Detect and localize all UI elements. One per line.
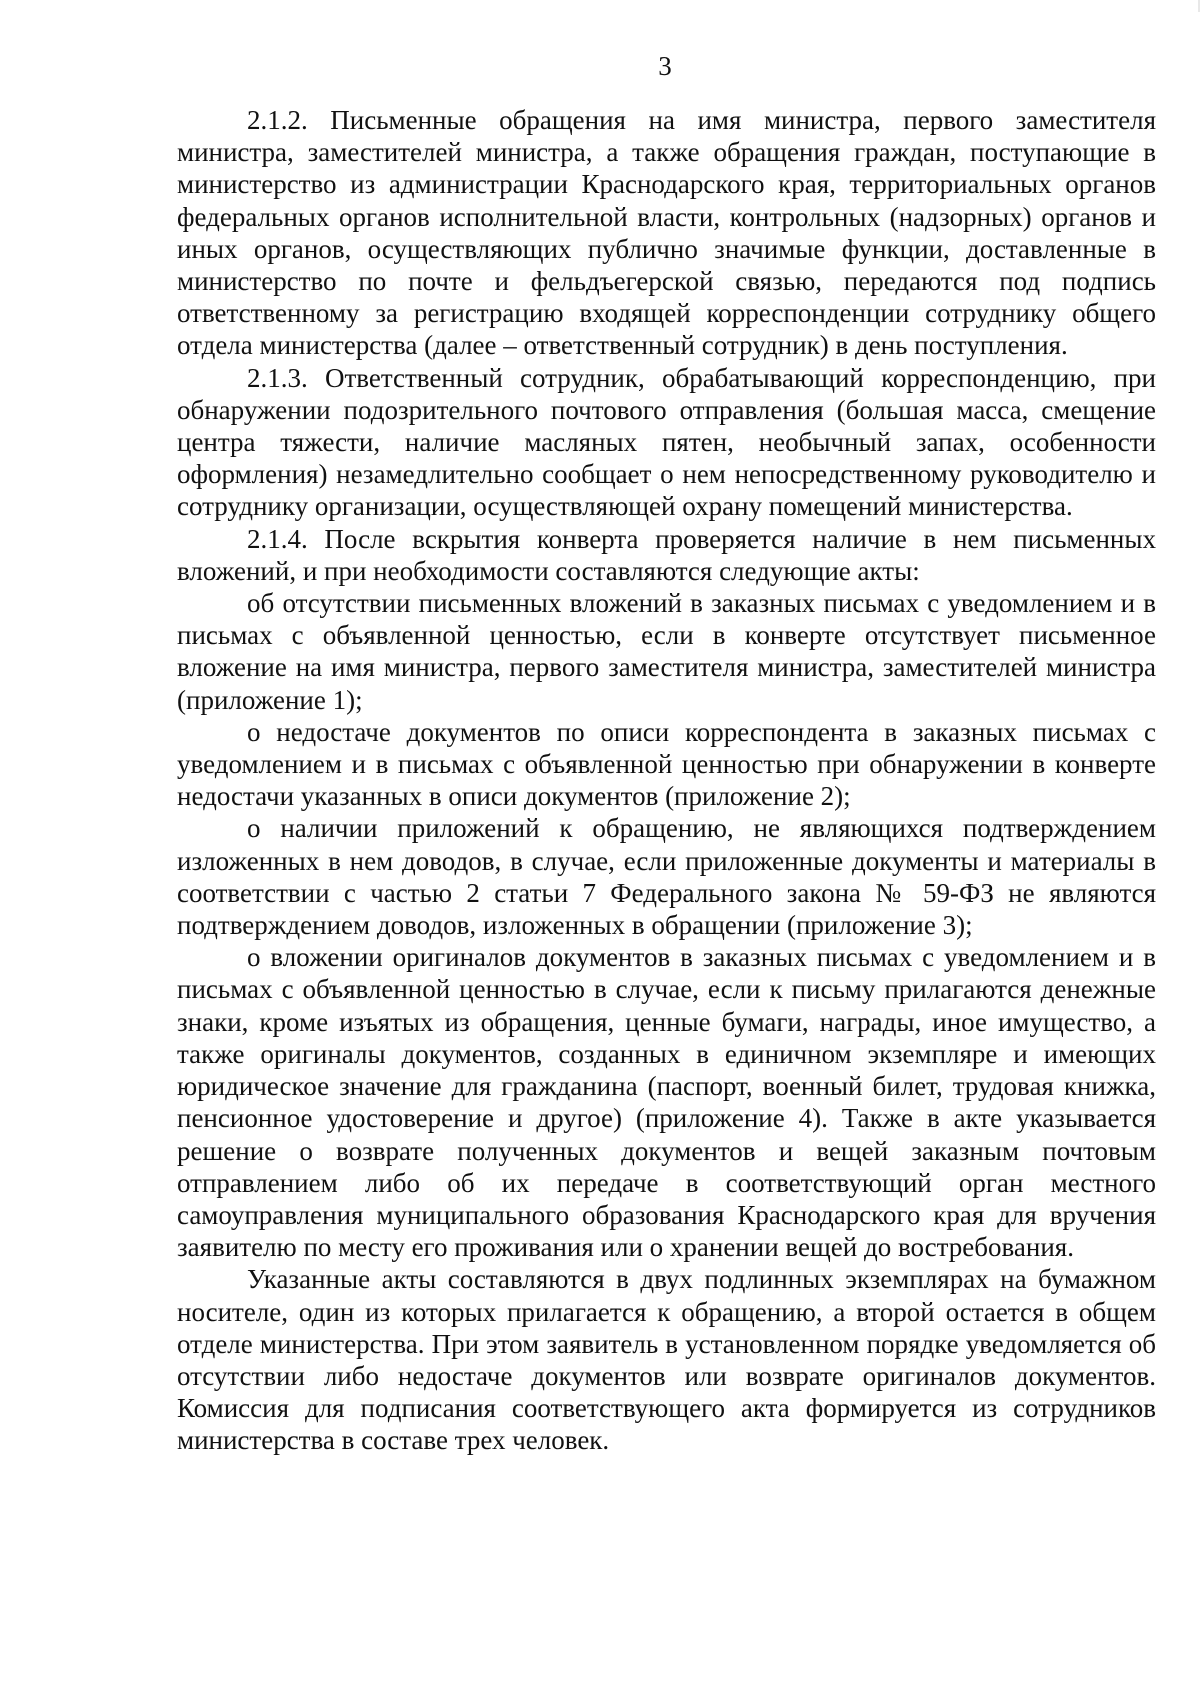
- page-number: 3: [658, 51, 672, 81]
- act-shortage-of-documents: о недостаче документов по описи корреспондента в заказных письмах с уведомлением и в письмах с объявленной ценностью при обнаружении в конверте недостачи указанных в описи документов (приложение 2);: [177, 716, 1156, 812]
- paragraph-2-1-2: 2.1.2. Письменные обращения на имя министра, первого заместителя министра, заместителей министра, а также обращения граждан, поступающие в министерство из администрации Краснодарского края, территориальных органов федеральных органов исполнительной власти, контрольных (надзорных) органов и иных органов, осуществляющих публично значимые функции, доставленные в министерство по почте и фельдъегерской связью, передаются под подпись ответственному за регистрацию входящей корреспонденции сотруднику общего отдела министерства (далее – ответственный сотрудник) в день поступления.: [177, 105, 1156, 361]
- act-absence-of-enclosures: об отсутствии письменных вложений в заказных письмах с уведомлением и в письмах с объявленной ценностью, если в конверте отсутствует письменное вложение на имя министра, первого заместителя министра, заместителей министра (приложение 1);: [177, 588, 1156, 715]
- paragraph-2-1-3: 2.1.3. Ответственный сотрудник, обрабатывающий корреспонденцию, при обнаружении подозрительного почтового отправления (большая масса, смещение центра тяжести, наличие масляных пятен, необычный запах, особенности оформления) незамедлительно сообщает о нем непосредственному руководителю и сотруднику организации, осуществляющей охрану помещений министерства.: [177, 362, 1156, 522]
- paragraph-acts-procedure: Указанные акты составляются в двух подлинных экземплярах на бумажном носителе, один из которых прилагается к обращению, а второй остается в общем отделе министерства. При этом заявитель в установленном порядке уведомляется об отсутствии либо недостаче документов или возврате оригиналов документов. Комиссия для подписания соответствующего акта формируется из сотрудников министерства в составе трех человек.: [177, 1264, 1156, 1456]
- document-body: [177, 104, 1156, 1457]
- paragraph-2-1-4: 2.1.4. После вскрытия конверта проверяется наличие в нем письменных вложений, и при необходимости составляются следующие акты:: [177, 523, 1156, 586]
- act-original-documents: о вложении оригиналов документов в заказных письмах с уведомлением и в письмах с объявленной ценностью в случае, если к письму прилагаются денежные знаки, кроме изъятых из обращения, ценные бумаги, награды, иное имущество, а также оригиналы документов, созданных в единичном экземпляре и имеющих юридическое значение для гражданина (паспорт, военный билет, трудовая книжка, пенсионное удостоверение и другое) (приложение 4). Также в акте указывается решение о возврате полученных документов и вещей заказным почтовым отправлением либо об их передаче в соответствующий орган местного самоуправления муниципального образования Краснодарского края для вручения заявителю по месту его проживания или о хранении вещей до востребования.: [177, 942, 1156, 1263]
- act-unrelated-attachments: о наличии приложений к обращению, не являющихся подтверждением изложенных в нем доводов, в случае, если приложенные документы и материалы в соответствии с частью 2 статьи 7 Федерального закона № 59-ФЗ не являются подтверждением доводов, изложенных в обращении (приложение 3);: [177, 813, 1156, 941]
